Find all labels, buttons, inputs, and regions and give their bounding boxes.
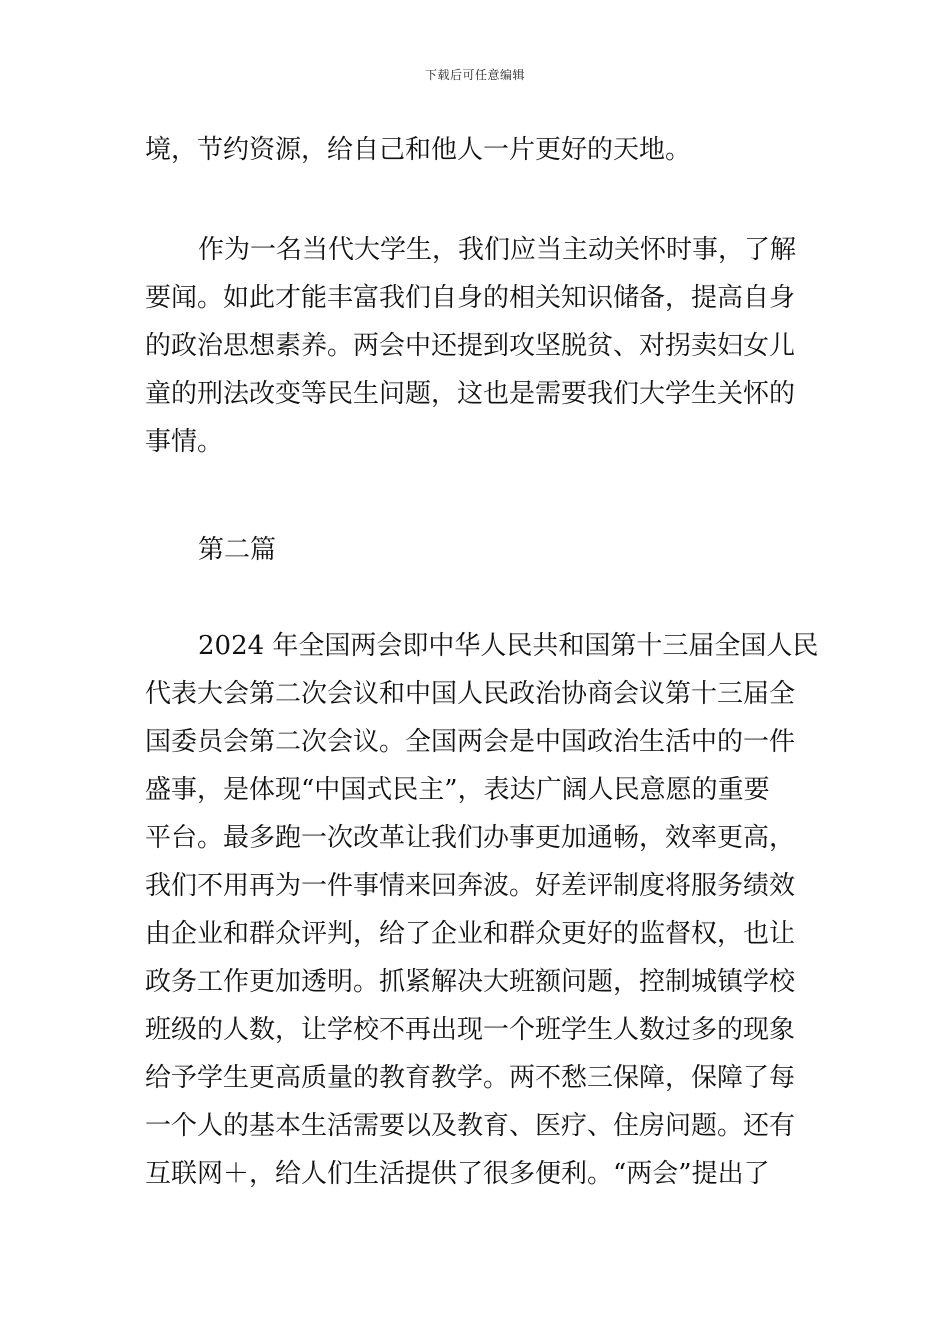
paragraph-line: 要闻。如此才能丰富我们自身的相关知识储备，提高自身	[145, 283, 796, 313]
paragraph-line: 互联网＋，给人们生活提供了很多便利。“两会”提出了	[145, 1159, 770, 1189]
paragraph-line: 平台。最多跑一次改革让我们办事更加通畅，效率更高，	[145, 823, 796, 853]
page-header: 下载后可任意编辑	[424, 68, 525, 82]
paragraph-2	[145, 226, 805, 466]
paragraph-line: 给予学生更高质量的教育教学。两不愁三保障，保障了每	[145, 1063, 796, 1093]
paragraph-line: 2024 年全国两会即中华人民共和国第十三届全国人民	[198, 631, 819, 661]
paragraph-line: 事情。	[145, 427, 224, 457]
paragraph-line: 由企业和群众评判，给了企业和群众更好的监督权，也让	[145, 919, 796, 949]
paragraph-line: 童的刑法改变等民生问题，这也是需要我们大学生关怀的	[145, 379, 796, 409]
paragraph-line: 国委员会第二次会议。全国两会是中国政治生活中的一件	[145, 727, 796, 757]
paragraph-line: 的政治思想素养。两会中还提到攻坚脱贫、对拐卖妇女儿	[145, 331, 796, 361]
paragraph-line: 境，节约资源，给自己和他人一片更好的天地。	[145, 135, 692, 165]
paragraph-line: 盛事，是体现“中国式民主”，表达广阔人民意愿的重要	[145, 775, 770, 805]
paragraph-line: 政务工作更加透明。抓紧解决大班额问题，控制城镇学校	[145, 967, 796, 997]
paragraph-1	[145, 126, 805, 174]
paragraph-line: 我们不用再为一件事情来回奔波。好差评制度将服务绩效	[145, 871, 796, 901]
paragraph-line: 代表大会第二次会议和中国人民政治协商会议第十三届全	[145, 679, 796, 709]
paragraph-line: 班级的人数，让学校不再出现一个班学生人数过多的现象	[145, 1015, 796, 1045]
paragraph-3	[145, 622, 819, 1198]
paragraph-line: 一个人的基本生活需要以及教育、医疗、住房问题。还有	[145, 1111, 796, 1141]
section-heading: 第二篇	[198, 535, 277, 565]
paragraph-line: 作为一名当代大学生，我们应当主动关怀时事，了解	[198, 235, 797, 265]
